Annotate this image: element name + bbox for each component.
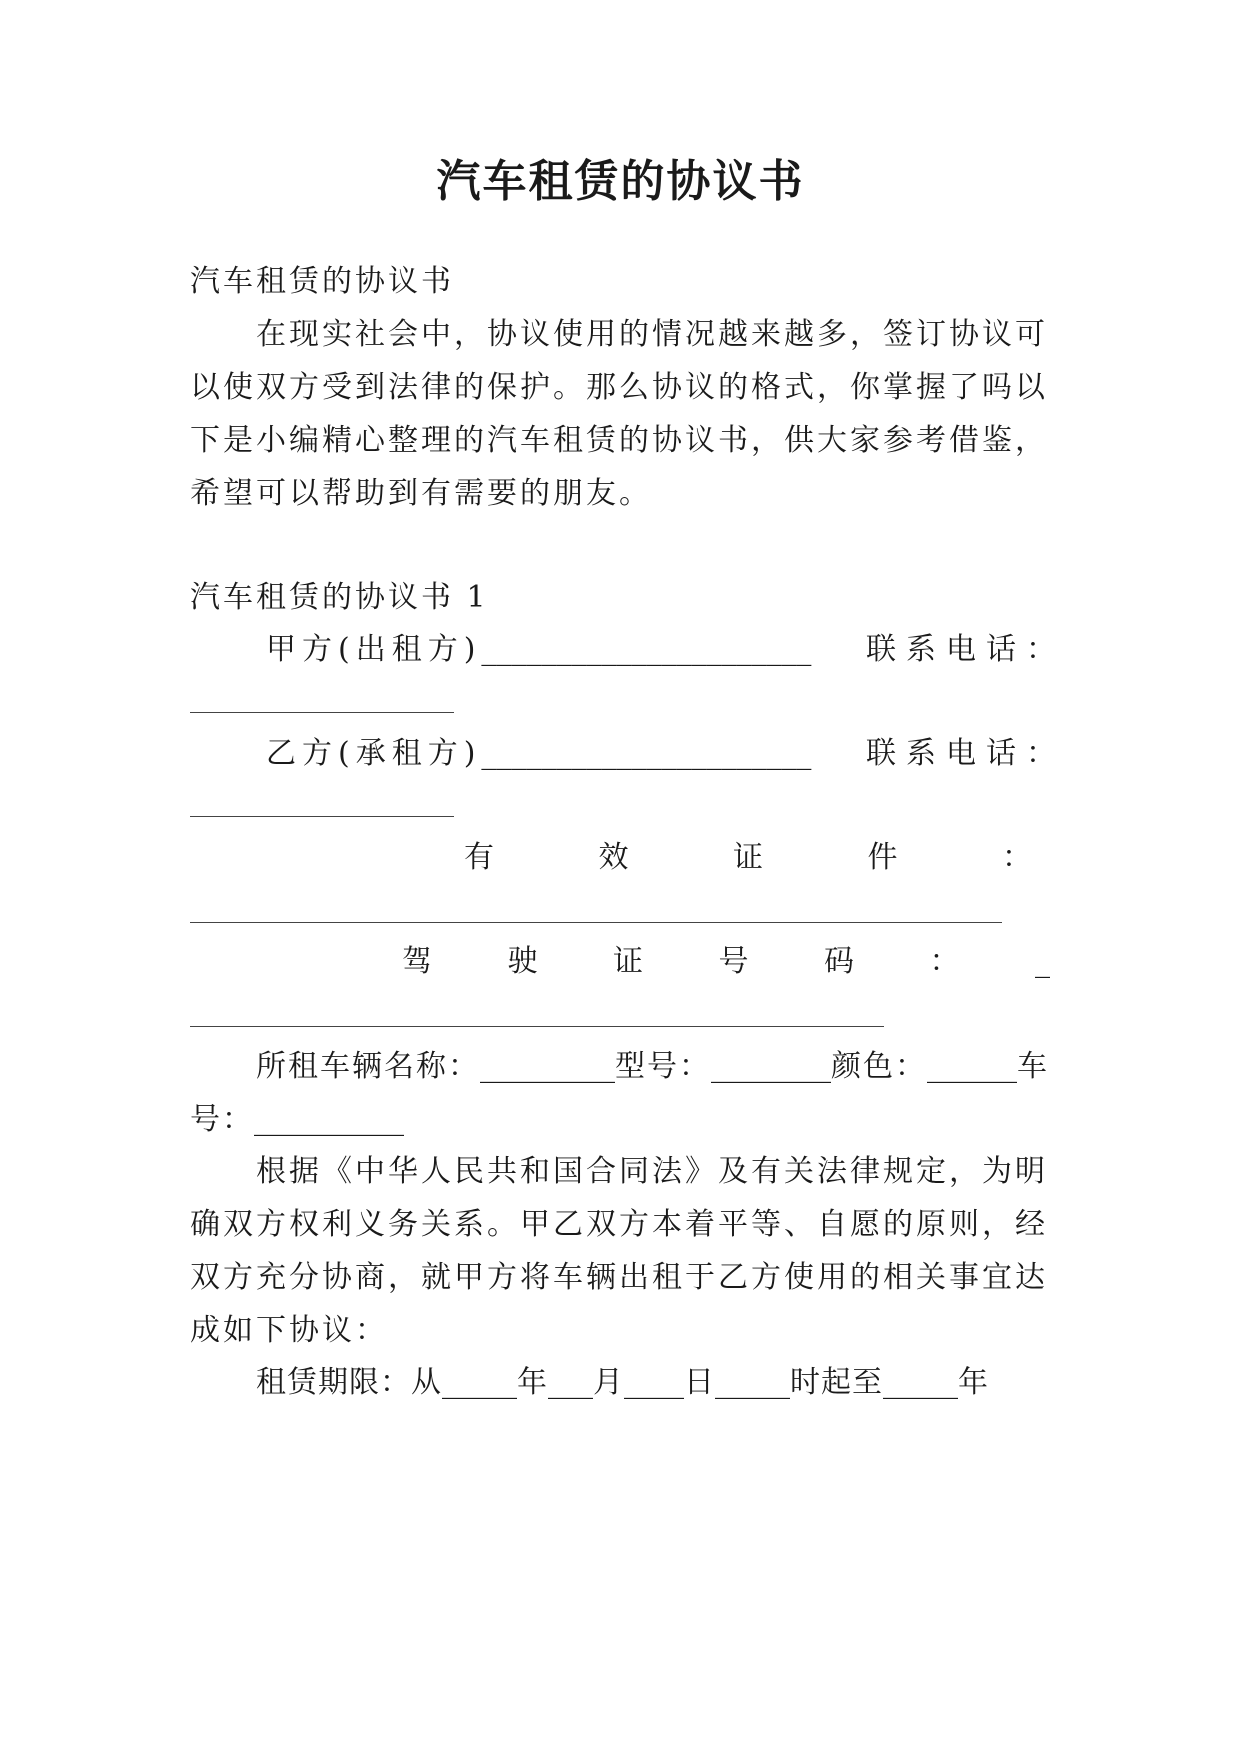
license-row: [402, 940, 1050, 984]
party-b-phone-blank: [190, 816, 454, 817]
license-blank: [190, 1026, 884, 1027]
license-char: 码: [824, 944, 854, 979]
basis-line-2: 确双方权利义务关系。甲乙双方本着平等、自愿的原则，经: [190, 1207, 1048, 1242]
party-a-phone-label: 联系电话：: [866, 632, 1066, 667]
basis-line-3: 双方充分协商，就甲方将车辆出租于乙方使用的相关事宜达: [190, 1260, 1048, 1295]
license-char: 号: [718, 944, 749, 979]
id-doc-char: 证: [733, 840, 763, 875]
intro-line-1: 在现实社会中，协议使用的情况越来越多，签订协议可: [256, 317, 1048, 352]
vehicle-model-blank: ________: [711, 1049, 831, 1084]
id-doc-char: 有: [464, 840, 494, 875]
vehicle-color-blank: ______: [927, 1049, 1017, 1084]
vehicle-plate-label-end: 号：: [190, 1102, 254, 1137]
party-a-name-blank: ______________________: [481, 632, 812, 667]
party-b-name-blank: ______________________: [481, 736, 812, 771]
term-to-label: 时起至: [790, 1365, 883, 1400]
id-doc-char: 件: [867, 840, 898, 875]
license-char: 驾: [402, 944, 432, 979]
intro-line-2: 以使双方受到法律的保护。那么协议的格式，你掌握了吗以: [190, 370, 1048, 405]
term-end-year-label: 年: [958, 1365, 989, 1400]
vehicle-plate-blank: __________: [254, 1102, 404, 1137]
id-doc-char: 效: [598, 840, 629, 875]
term-start-hour-blank: _____: [715, 1365, 790, 1400]
intro-line-3: 下是小编精心整理的汽车租赁的协议书，供大家参考借鉴，: [190, 423, 1048, 458]
party-b-phone-label: 联系电话：: [866, 736, 1066, 771]
license-char: 证: [613, 944, 643, 979]
vehicle-line-2: [190, 1098, 1060, 1142]
term-start-month-blank: ___: [548, 1365, 593, 1400]
lease-term-row: [256, 1361, 1060, 1405]
license-char: _: [1035, 944, 1050, 979]
vehicle-model-label: 型号：: [615, 1049, 711, 1084]
id-doc-row: [464, 836, 1032, 880]
license-char: 驶: [507, 944, 538, 979]
term-month-label: 月: [593, 1365, 624, 1400]
term-day-label: 日: [684, 1365, 715, 1400]
license-char: ：: [929, 944, 960, 979]
vehicle-line-1: [256, 1045, 1060, 1089]
vehicle-name-label: 所租车辆名称：: [256, 1049, 480, 1084]
vehicle-color-label: 颜色：: [831, 1049, 927, 1084]
section-heading: 汽车租赁的协议书 1: [190, 580, 489, 615]
term-start-year-blank: _____: [442, 1365, 517, 1400]
vehicle-name-blank: _________: [480, 1049, 615, 1084]
basis-line-4: 成如下协议：: [190, 1313, 388, 1348]
vehicle-plate-label-start: 车: [1017, 1049, 1049, 1084]
intro-heading: 汽车租赁的协议书: [190, 264, 454, 299]
party-a-label: 甲方(出租方): [266, 632, 482, 667]
party-b-label: 乙方(承租方): [266, 736, 482, 771]
intro-line-4: 希望可以帮助到有需要的朋友。: [190, 476, 652, 511]
term-end-year-blank: _____: [883, 1365, 958, 1400]
id-doc-char: ：: [1002, 840, 1032, 875]
party-a-phone-blank: [190, 712, 454, 713]
id-doc-blank: [190, 922, 1002, 923]
document-title: 汽车租赁的协议书: [436, 156, 805, 207]
term-start-day-blank: ____: [624, 1365, 684, 1400]
basis-line-1: 根据《中华人民共和国合同法》及有关法律规定，为明: [256, 1154, 1048, 1189]
term-year-label: 年: [517, 1365, 548, 1400]
term-from-label: 租赁期限：从: [256, 1365, 442, 1400]
